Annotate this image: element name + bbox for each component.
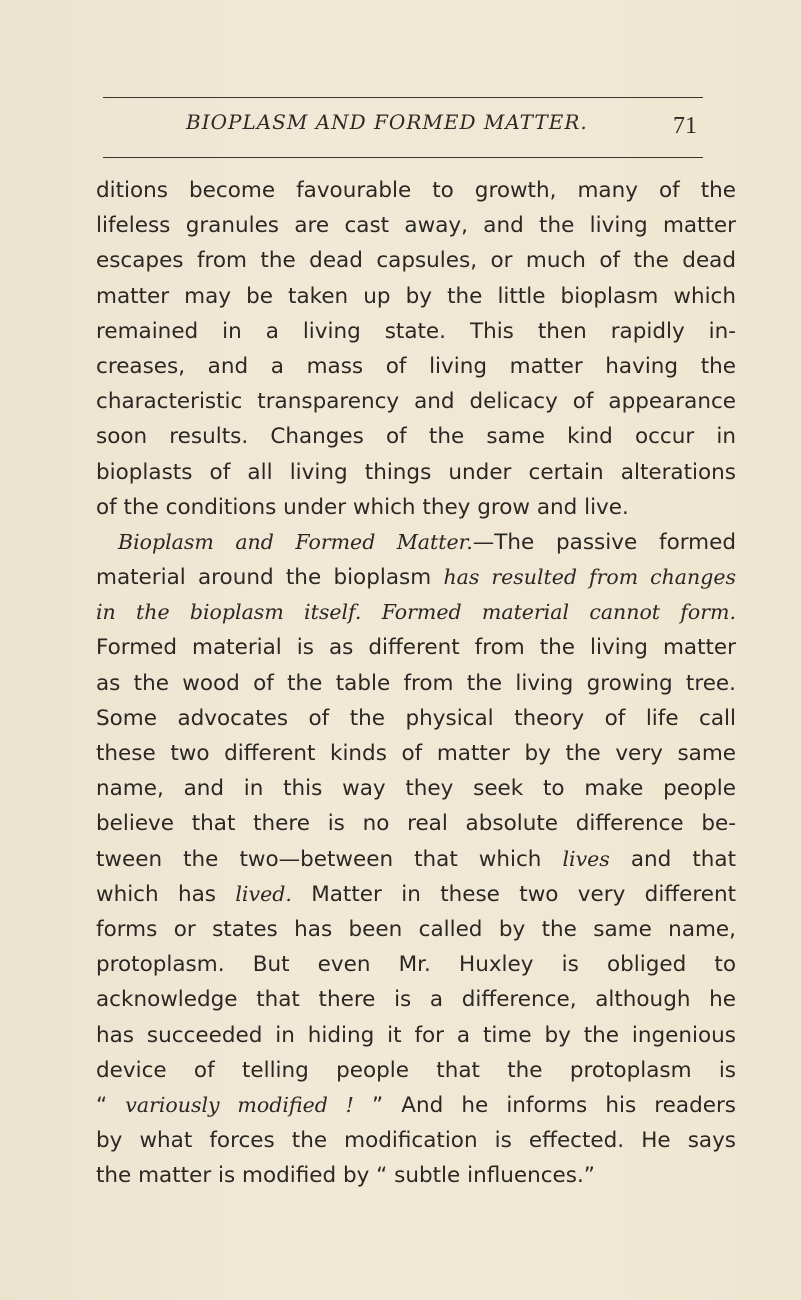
text-run: and that	[609, 846, 736, 872]
text-run: material around the bioplasm	[96, 565, 444, 591]
text-line	[96, 419, 736, 454]
body-text	[96, 173, 736, 1193]
text-line	[96, 349, 736, 384]
text-run: ” And he informs his readers	[353, 1092, 736, 1118]
text-line	[96, 806, 736, 841]
text-run: ditions become favourable to growth, many of the	[96, 178, 736, 203]
text-run: lifeless granules are cast away, and the living matter	[96, 213, 736, 239]
text-line	[96, 1123, 736, 1158]
text-line	[96, 1018, 736, 1053]
text-line	[96, 490, 736, 525]
text-run: Formed material is as different from the living matter	[96, 635, 736, 661]
italic-text: in the bioplasm itself. Formed material cannot form.	[96, 600, 736, 625]
text-line	[96, 701, 736, 736]
text-line	[96, 1088, 736, 1123]
text-run: Some advocates of the physical theory of life call	[96, 705, 736, 731]
text-run: soon results. Changes of the same kind occur in	[96, 424, 736, 450]
text-run: these two different kinds of matter by the very same	[96, 741, 736, 766]
text-line	[96, 173, 736, 208]
text-line	[96, 771, 736, 806]
text-line	[96, 1053, 736, 1088]
text-run: forms or states has been called by the same name,	[96, 916, 736, 942]
text-run: by what forces the modification is effected. He says	[96, 1128, 736, 1154]
text-line	[96, 630, 736, 665]
italic-text: lived.	[235, 881, 292, 906]
text-line	[96, 947, 736, 982]
text-run: name, and in this way they seek to make people	[96, 776, 736, 802]
text-line	[96, 208, 736, 243]
text-line	[96, 560, 736, 595]
text-run: protoplasm. But even Mr. Huxley is obliged to	[96, 952, 736, 978]
text-run: of the conditions under which they grow and live.	[96, 494, 629, 520]
text-run: Matter in these two very different	[291, 881, 736, 907]
text-run: remained in a living state. This then rapidly in-	[96, 318, 736, 344]
text-run: matter may be taken up by the little bioplasm which	[96, 283, 736, 309]
text-run: “	[96, 1092, 126, 1118]
text-line	[96, 1158, 736, 1193]
text-line	[96, 525, 736, 560]
text-run: creases, and a mass of living matter having the	[96, 353, 736, 379]
text-line	[96, 243, 736, 278]
text-run: escapes from the dead capsules, or much of the dead	[96, 248, 736, 274]
text-run: which has	[96, 881, 236, 907]
text-line	[96, 912, 736, 947]
text-run: —The passive formed	[472, 529, 737, 555]
header-rule-top	[103, 97, 703, 98]
text-run: has succeeded in hiding it for a time by the ingenious	[96, 1022, 736, 1048]
text-run: characteristic transparency and delicacy of appearance	[96, 389, 736, 415]
text-line	[96, 877, 736, 912]
page-number: 71	[673, 113, 697, 139]
text-line	[96, 314, 736, 349]
text-line	[96, 595, 736, 630]
text-run: the matter is modified by “ subtle influences.”	[96, 1163, 595, 1189]
italic-text: has resulted from changes	[443, 565, 737, 590]
text-run: believe that there is no real absolute difference be-	[96, 811, 736, 837]
text-line	[96, 736, 736, 771]
text-line	[96, 455, 736, 490]
text-line	[96, 982, 736, 1017]
text-run: acknowledge that there is a difference, although he	[96, 987, 736, 1013]
text-run: tween the two—between that which	[96, 846, 563, 872]
italic-text: Bioplasm and Formed Matter.	[118, 529, 473, 554]
text-line	[96, 279, 736, 314]
text-line	[96, 384, 736, 419]
text-line	[96, 666, 736, 701]
running-title: BIOPLASM AND FORMED MATTER.	[186, 110, 588, 134]
text-line	[96, 842, 736, 877]
text-run: bioplasts of all living things under certain alterations	[96, 459, 736, 485]
italic-text: variously modified !	[125, 1092, 354, 1117]
text-run: device of telling people that the protoplasm is	[96, 1057, 736, 1083]
header-rule-bottom	[103, 157, 703, 158]
text-run: as the wood of the table from the living growing tree.	[96, 670, 736, 696]
italic-text: lives	[562, 846, 610, 871]
